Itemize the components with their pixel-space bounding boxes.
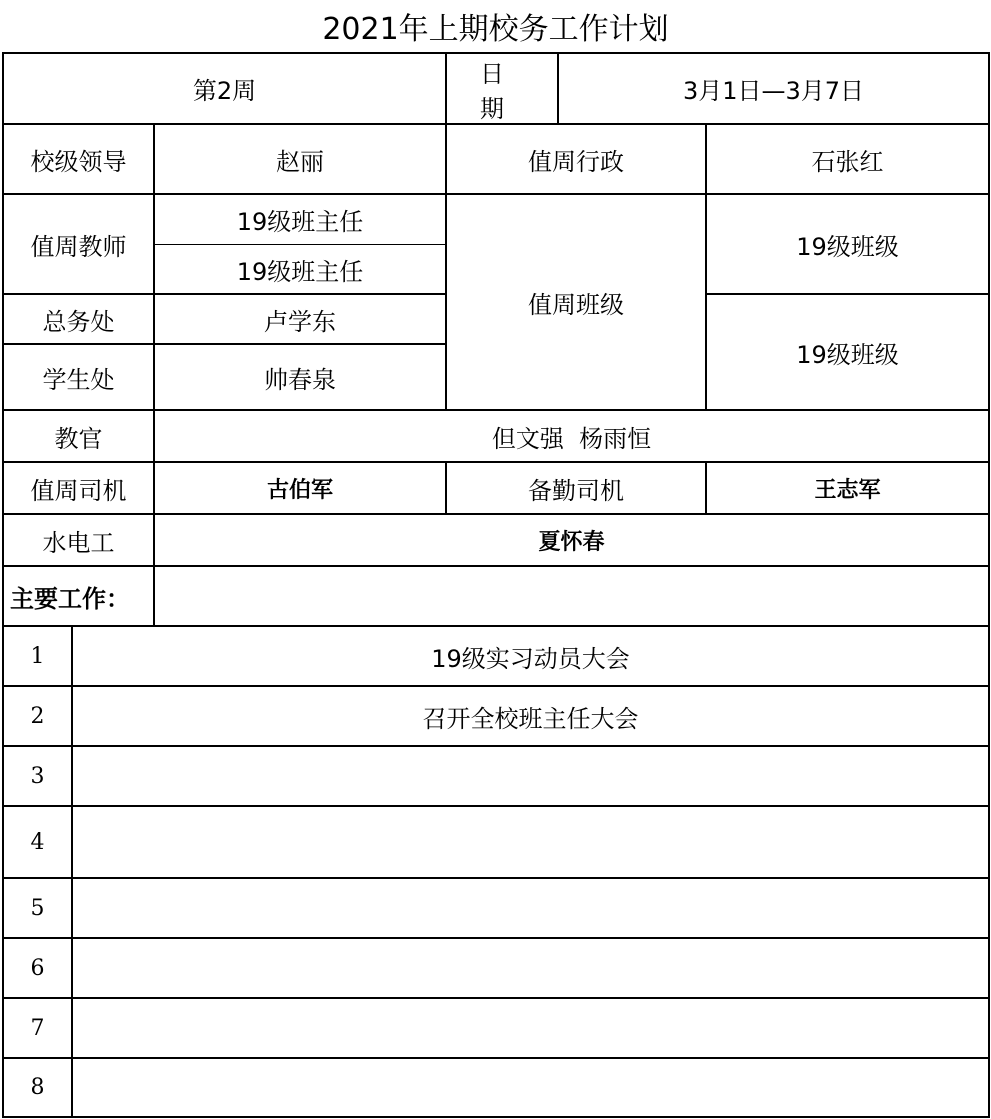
class-2: 19级班级 bbox=[707, 295, 990, 411]
task-text: 19级实习动员大会 bbox=[73, 627, 990, 687]
leader-label: 校级领导 bbox=[4, 125, 155, 195]
main-work-blank bbox=[155, 567, 990, 627]
task-number: 5 bbox=[4, 879, 73, 939]
backup-driver-name: 王志军 bbox=[707, 463, 990, 515]
plan-table bbox=[2, 52, 990, 1118]
task-number: 7 bbox=[4, 999, 73, 1059]
task-number: 6 bbox=[4, 939, 73, 999]
driver-name: 古伯军 bbox=[155, 463, 447, 515]
task-number: 4 bbox=[4, 807, 73, 879]
task-number: 1 bbox=[4, 627, 73, 687]
task-number: 3 bbox=[4, 747, 73, 807]
task-text bbox=[73, 1059, 990, 1118]
teacher-2: 19级班主任 bbox=[155, 245, 447, 295]
driver-label: 值周司机 bbox=[4, 463, 155, 515]
task-text bbox=[73, 939, 990, 999]
task-number: 2 bbox=[4, 687, 73, 747]
teacher-1: 19级班主任 bbox=[155, 195, 447, 245]
task-text bbox=[73, 999, 990, 1059]
task-text bbox=[73, 807, 990, 879]
instructor-names: 但文强 杨雨恒 bbox=[155, 411, 990, 463]
teacher-label: 值周教师 bbox=[4, 195, 155, 295]
date-range: 3月1日—3月7日 bbox=[559, 54, 990, 125]
student-label: 学生处 bbox=[4, 345, 155, 411]
instructor-label: 教官 bbox=[4, 411, 155, 463]
electrician-name: 夏怀春 bbox=[155, 515, 990, 567]
electrician-label: 水电工 bbox=[4, 515, 155, 567]
task-text: 召开全校班主任大会 bbox=[73, 687, 990, 747]
student-name: 帅春泉 bbox=[155, 345, 447, 411]
task-text bbox=[73, 879, 990, 939]
task-number: 8 bbox=[4, 1059, 73, 1118]
general-name: 卢学东 bbox=[155, 295, 447, 345]
leader-name: 赵丽 bbox=[155, 125, 447, 195]
task-text bbox=[73, 747, 990, 807]
backup-driver-label: 备勤司机 bbox=[447, 463, 707, 515]
week-cell: 第2周 bbox=[4, 54, 447, 125]
page-title: 2021年上期校务工作计划 bbox=[322, 12, 669, 47]
class-1: 19级班级 bbox=[707, 195, 990, 295]
admin-label: 值周行政 bbox=[447, 125, 707, 195]
admin-name: 石张红 bbox=[707, 125, 990, 195]
class-label: 值周班级 bbox=[447, 195, 707, 411]
date-label: 日 期 bbox=[447, 54, 559, 125]
main-work-label: 主要工作： bbox=[4, 567, 155, 627]
general-label: 总务处 bbox=[4, 295, 155, 345]
